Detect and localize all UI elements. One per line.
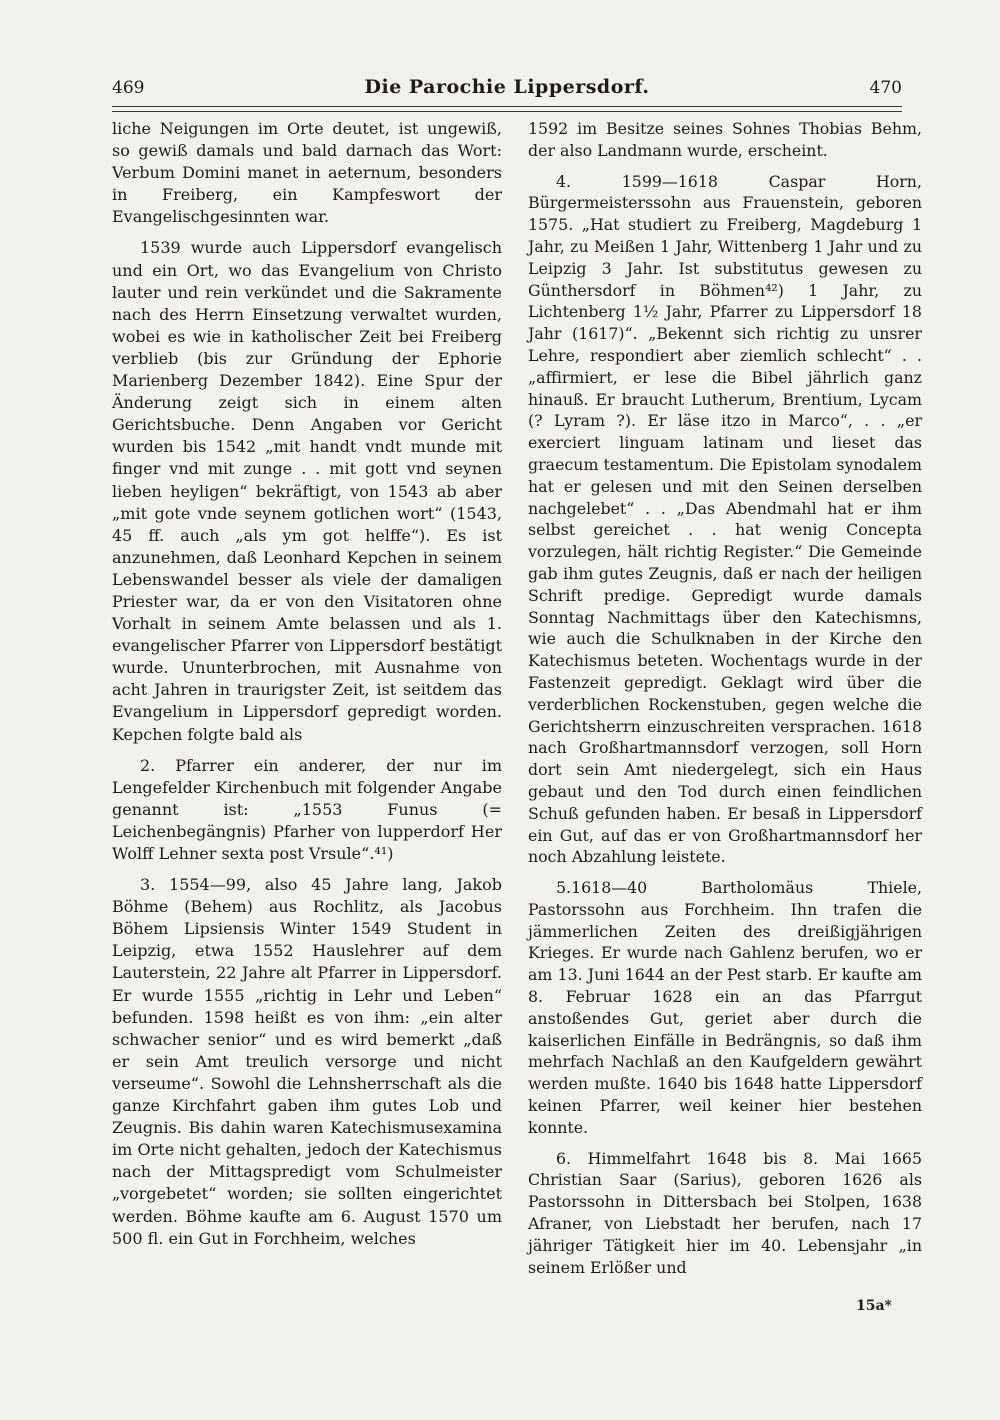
signature-mark: 15a*	[856, 1298, 892, 1314]
running-header	[112, 74, 902, 102]
right-column	[528, 118, 922, 1278]
paragraph: liche Neigungen im Orte deutet, ist ungewiß, so gewiß damals und bald darnach das Wort: Verbum Domini manet in aeternum, besonders in Freiberg, ein Kampfeswort der Evangelischgesinnten war.	[112, 119, 502, 227]
paragraph: 2. Pfarrer ein anderer, der nur im Lengefelder Kirchenbuch mit folgender Angabe genannt ist: „1553 Funus (= Leichenbegängnis) Pfarher von lupperdorf Her Wolff Lehner sexta post Vrsule“.⁴¹)	[112, 755, 502, 863]
paragraph: 6. Himmelfahrt 1648 bis 8. Mai 1665 Christian Saar (Sarius), geboren 1626 als Pastorssohn in Dittersbach bei Stolpen, 1638 Afraner, von Liebstadt her berufen, nach 17 jähriger Tätigkeit hier im 40. Lebensjahr „in seinem Erlößer und	[528, 1148, 922, 1277]
page-number-right: 470	[869, 78, 902, 98]
paragraph: 3. 1554—99, also 45 Jahre lang, Jakob Böhme (Behem) aus Rochlitz, als Jacobus Bӧhem Lipsiensis Winter 1549 Student in Leipzig, etwa 1552 Hauslehrer auf dem Lauterstein, 22 Jahre alt Pfarrer in Lippersdorf. Er wurde 1555 „richtig in Lehr und Leben“ befunden. 1598 heißt es von ihm: „ein alter schwacher senior“ und es wird bemerkt „daß er sein Amt treulich versorge und nicht verseume“. Sowohl die Lehnsherrschaft als die ganze Kirchfahrt gaben ihm gutes Lob und Zeugnis. Bis dahin waren Katechismusexamina im Orte nicht gehalten, jedoch der Katechismus nach der Mittagspredigt vom Schulmeister „vorgebetet“ worden; sie sollten eingerichtet werden. Böhme kaufte am 6. August 1570 um 500 fl. ein Gut in Forchheim, welches	[112, 875, 502, 1248]
paragraph: 1592 im Besitze seines Sohnes Thobias Behm, der also Landmann wurde, erscheint.	[528, 119, 922, 160]
left-column	[112, 118, 502, 1250]
paragraph: 5.1618—40 Bartholomäus Thiele, Pastorssohn aus Forchheim. Ihn trafen die jämmerlichen Zeiten des dreißigjährigen Krieges. Er wurde nach Gahlenz berufen, wo er am 13. Juni 1644 an der Pest starb. Er kaufte am 8. Februar 1628 ein an das Pfarrgut anstoßendes Gut, geriet aber durch die kaiserlichen Einfälle in Bedrängnis, so daß ihm mehrfach Nachlaß an den Kaufgeldern gewährt werden mußte. 1640 bis 1648 hatte Lippersdorf keinen Pfarrer, weil keiner hier bestehen konnte.	[528, 878, 922, 1137]
running-title: Die Parochie Lippersdorf.	[364, 76, 650, 98]
page-number-left: 469	[112, 78, 145, 98]
header-rule	[112, 106, 902, 112]
paragraph: 1539 wurde auch Lippersdorf evangelisch und ein Ort, wo das Evangelium von Christo lauter und rein verkündet und die Sakramente nach des Herrn Einsetzung verwaltet wurden, wobei es wie in katholischer Zeit bei Freiberg verblieb (bis zur Gründung der Ephorie Marienberg Dezember 1842). Eine Spur der Änderung zeigt sich in einem alten Gerichtsbuche. Denn Angaben vor Gericht wurden bis 1542 „mit handt vndt munde mit finger vnd mit zunge . . mit gott vnd seynen lieben heyligen“ bekräftigt, von 1543 ab aber „mit gote vnde seynem gotlichen wort“ (1543, 45 ff. auch „als ym got helffe“). Es ist anzunehmen, daß Leonhard Kepchen in seinem Lebenswandel besser als viele der damaligen Priester war, da er von den Visitatoren ohne Vorhalt in seinem Amte belassen und als 1. evangelischer Pfarrer von Lippersdorf bestätigt wurde. Ununterbrochen, mit Ausnahme von acht Jahren in traurigster Zeit, ist seitdem das Evangelium in Lippersdorf gepredigt worden. Kepchen folgte bald als	[112, 238, 502, 744]
paragraph: 4. 1599—1618 Caspar Horn, Bürgermeisterssohn aus Frauenstein, geboren 1575. „Hat studiert zu Freiberg, Magdeburg 1 Jahr, zu Meißen 1 Jahr, Wittenberg 1 Jahr und zu Leipzig 3 Jahr. Ist substitutus gewesen zu Günthersdorf in Böhmen⁴²) 1 Jahr, zu Lichtenberg 1½ Jahr, Pfarrer zu Lippersdorf 18 Jahr (1617)“. „Bekennt sich richtig zu unsrer Lehre, respondiert aber ziemlich schlecht“ . . „affirmiert, er lese die Bibel jährlich ganz hinauß. Er braucht Lutherum, Brentium, Lycam (? Lyram ?). Er läse itzo in Marco“, . . „er exerciert linguam latinam und lieset das graecum testamentum. Die Epistolam synodalem hat er gelesen und mit den Seinen derselben nachgelebet“ . . „Das Abendmahl hat er ihm selbst gereichet . . hat wenig Concepta vorzulegen, hält richtig Register.“ Die Gemeinde gab ihm gutes Zeugnis, daß er nach der heiligen Schrift predige. Gepredigt wurde damals Sonntag Nachmittags über den Katechismns, wie auch die Schulknaben in der Kirche den Katechismus beteten. Wochentags wurde in der Fastenzeit gepredigt. Geklagt wird über die verderblichen Rockenstuben, gegen welche die Gerichtsherrn einzuschreiten versprachen. 1618 nach Großhartmannsdorf verzogen, soll Horn dort sein Amt niedergelegt, sich ein Haus gebaut und den Tod durch einen feindlichen Schuß gefunden haben. Er besaß in Lippersdorf ein Gut, auf das er von Großhartmannsdorf her noch Abzahlung leistete.	[528, 171, 922, 867]
